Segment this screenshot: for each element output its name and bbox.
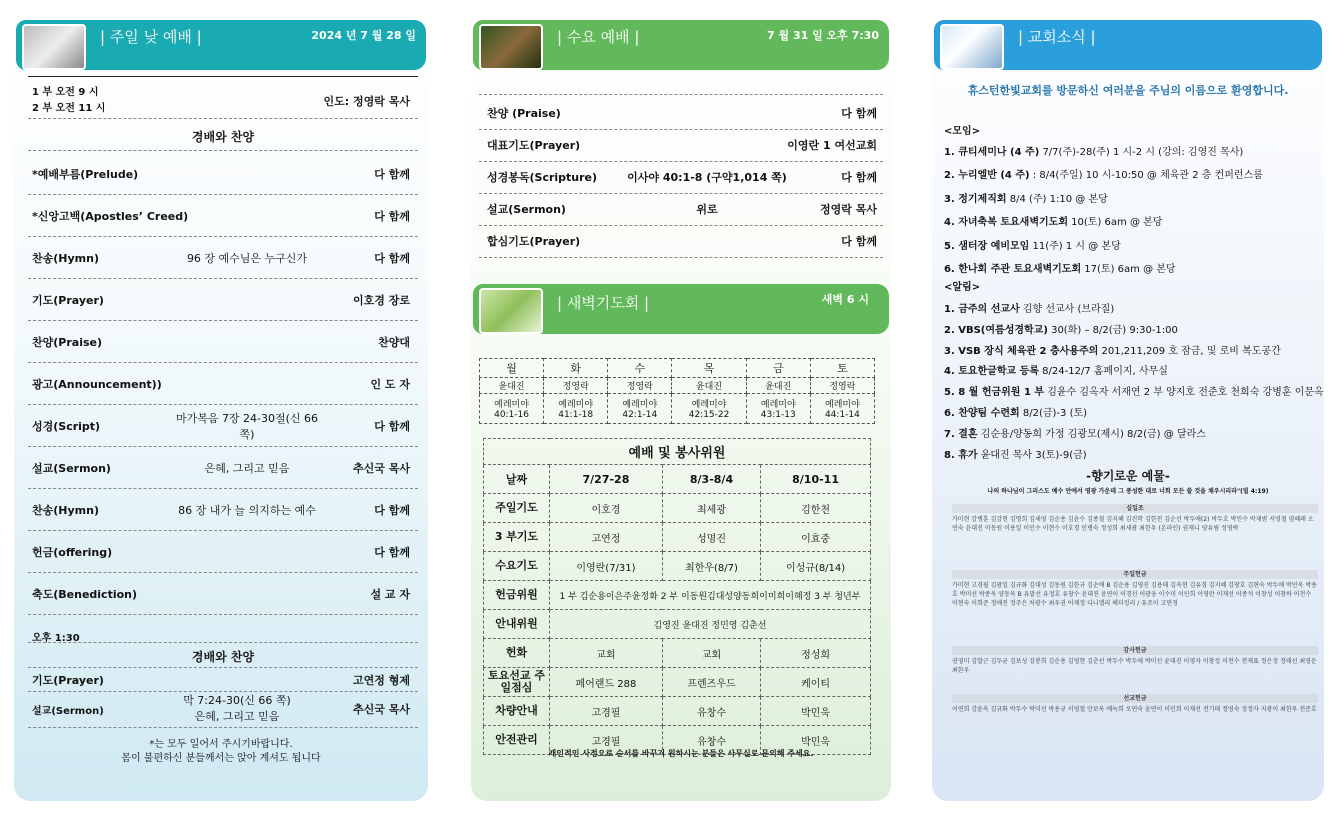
meeting-item: 5. 샘터장 예비모임 11(주) 1 시 @ 본당 (944, 240, 1121, 252)
dawn-table (479, 358, 875, 424)
service-2: 2 부 오전 11 시 (32, 103, 106, 114)
offering-list: 감사헌금 권영미 김말근 김두균 김보성 김봉희 김순용 김영현 김춘선 박두수 박두애 박미선 윤대진 이영자 이창성 이천수 전재표 정은정 정태선 최영운 최한우 (952, 647, 1317, 674)
notice-item: 7. 결혼 김순용/양동희 가정 김광모(제시) 8/2(금) @ 달라스 (944, 428, 1206, 440)
sunday-order-row: 찬양(Praise) 찬양대 (32, 336, 410, 349)
notice-item: 3. VSB 장식 체육관 2 층사용주의 201,211,209 호 잠금, 및 로비 복도공간 (944, 345, 1281, 357)
offering-list: 선교헌금 이연희 강윤옥 김규화 박두수 박미선 박용규 서영철 안보옥 예녹희 오연숙 윤연이 이인희 이재선 전기태 정영숙 정정자 지광이 최한우 전준호 (952, 695, 1317, 713)
sunday-order-row: 설교(Sermon) 은혜, 그리고 믿음 추신국 목사 (32, 462, 410, 475)
service-row: 3 부기도 고연정 성명진 이효중 (484, 523, 871, 552)
cross-photo-icon (22, 24, 86, 70)
sunday-order-row: 축도(Benediction) 설 교 자 (32, 588, 410, 601)
offering-list: 주일헌금 가미현 고경필 김광일 김규화 김대성 김동원 김한규 김순애 B 김순용 김영진 김용태 김옥현 김유경 김지혜 김창호 김현숙 박두애 박민욱 박용호 박미선 박종욱 양동욱 B 유말선 유정호 유창수 윤대진 윤연이 이경선 이광웅 이수미 이인희 이영란 이재선 이종석 이창성 이창하 이천수 이현숙 이희준 정애진 정주은 차광수 최우권 어제정 다니엘리 헤더킹리 / 유조이 고연정 (952, 571, 1317, 607)
sunday-order-row: 찬송(Hymn) 96 장 예수님은 누구신가 다 함께 (32, 252, 410, 265)
dawn-cell: 토 (810, 359, 874, 378)
sunday-order-row: 헌금(offering) 다 함께 (32, 546, 410, 559)
meeting-item: 2. 누리엘반 (4 주) : 8/4(주일) 10 시-10:50 @ 체육관 2 층 컨퍼런스룸 (944, 170, 1263, 182)
dawn-ref-cell: 예레미야 43:1-13 (746, 394, 810, 424)
dawn-cell: 수 (608, 359, 672, 378)
dawn-cell: 목 (672, 359, 746, 378)
wednesday-title: | 수요 예배 | (557, 28, 640, 46)
sunday-panel (14, 16, 428, 801)
meeting-item: 4. 자녀축복 토요새벽기도회 10(토) 6am @ 본당 (944, 217, 1163, 229)
service-note: 개인적인 사정으로 순서를 바꾸기 원하시는 분들은 사무실로 문의해 주세요. (548, 749, 814, 758)
dawn-cell: 정영락 (810, 378, 874, 394)
sunday-order-row: *신앙고백(Apostles’ Creed) 다 함께 (32, 210, 410, 223)
wooden-cross-icon (479, 24, 543, 70)
date-header: 날짜 (484, 465, 550, 494)
news-panel (932, 16, 1324, 801)
wednesday-order-row: 설교(Sermon) 위로 정영락 목사 (487, 203, 877, 216)
wednesday-panel (471, 16, 891, 801)
pm-sermon-row: 설교(Sermon) 막 7:24-30(신 66 쪽) 은혜, 그리고 믿음 추신국 목사 (32, 694, 410, 723)
notice-item: 2. VBS(여름성경학교) 30(화) – 8/2(금) 9:30-1:00 (944, 324, 1178, 336)
dawn-cell: 윤대진 (746, 378, 810, 394)
meeting-item: 6. 한나회 주관 토요새벽기도회 17(토) 6am @ 본당 (944, 264, 1176, 275)
dawn-cell: 정영락 (608, 378, 672, 394)
meeting-item: 3. 정기제직회 8/4 (주) 1:10 @ 본당 (944, 193, 1108, 205)
leader: 인도: 정영락 목사 (323, 95, 410, 108)
notice-item: 5. 8 월 헌금위원 1 부 김윤수 김옥자 서재연 2 부 양지호 전준호 천희숙 강병훈 이문옥 (944, 387, 1324, 399)
sunday-order-row: *예배부름(Prelude) 다 함께 (32, 168, 410, 181)
service-1: 1 부 오전 9 시 (32, 87, 99, 98)
notice-heading: <알림> (944, 282, 981, 293)
news-header (934, 20, 1322, 70)
dawn-cell: 정영락 (544, 378, 608, 394)
sunday-header (16, 20, 426, 70)
notice-item: 4. 토요한글학교 등록 8/24-12/7 홈페이지, 사무실 (944, 366, 1168, 378)
dawn-header (473, 284, 889, 334)
sunday-title: | 주일 낮 예배 | (100, 28, 202, 46)
dawn-ref-cell: 예레미야 41:1-18 (544, 394, 608, 424)
dawn-ref-cell: 예레미야 40:1-16 (480, 394, 544, 424)
sunday-order-row: 찬송(Hymn) 86 장 내가 늘 의지하는 예수 다 함께 (32, 504, 410, 517)
service-row: 차량안내 고경필 유창수 박민욱 (484, 697, 871, 726)
verse: 나의 하나님이 그리스도 예수 안에서 영광 가운데 그 풍성한 대로 너희 모든 쓸 것을 채우시리라"(빌 4:19) (987, 488, 1269, 495)
dawn-title: | 새벽기도회 | (557, 294, 650, 312)
sunday-order-row: 기도(Prayer) 이호경 장로 (32, 294, 410, 307)
service-row: 헌금위원 1 부 김순용이은주윤정화 2 부 이동원김대성양동희이미희이혜정 3 부 청년부 (484, 581, 871, 610)
meet-heading: <모임> (944, 126, 981, 137)
candle-icon (479, 288, 543, 334)
notice-item: 1. 금주의 선교사 김향 선교사 (브라질) (944, 304, 1115, 315)
service-row: 안전관리 고경필 유창수 박민욱 (484, 726, 871, 755)
service-row: 주일기도 이호경 최세광 김한천 (484, 494, 871, 523)
news-title: | 교회소식 | (1018, 28, 1096, 46)
wednesday-order-row: 성경봉독(Scripture) 이사야 40:1-8 (구약1,014 쪽) 다 함께 (487, 171, 877, 184)
service-row: 헌화 교회 교회 정성희 (484, 639, 871, 668)
service-row: 안내위원 김영진 윤대진 정민영 김춘선 (484, 610, 871, 639)
dawn-cell: 월 (480, 359, 544, 378)
service-row: 수요기도 이영란(7/31) 최한우(8/7) 이성규(8/14) (484, 552, 871, 581)
date-col: 7/27-28 (550, 465, 663, 494)
pm-time: 오후 1:30 (32, 633, 80, 644)
service-table (483, 438, 871, 755)
dawn-cell: 윤대진 (672, 378, 746, 394)
welcome: 휴스턴한빛교회를 방문하신 여러분을 주님의 이름으로 환영합니다. (967, 84, 1289, 97)
pm-section: 경배와 찬양 (191, 650, 255, 664)
dawn-time: 새벽 6 시 (821, 293, 869, 306)
section-title: 경배와 찬양 (191, 130, 255, 144)
meeting-item: 1. 큐티세미나 (4 주) 7/7(주)-28(주) 1 시-2 시 (강의: 김영진 목사) (944, 147, 1244, 158)
dawn-cell: 화 (544, 359, 608, 378)
wednesday-order-row: 찬양 (Praise) 다 함께 (487, 107, 877, 120)
dawn-cell: 윤대진 (480, 378, 544, 394)
sunday-order-row: 광고(Announcement)) 인 도 자 (32, 378, 410, 391)
notice-item: 8. 휴가 윤대진 목사 3(토)-9(금) (944, 449, 1087, 461)
sunday-order-row: 성경(Script) 마가복음 7장 24-30절(신 66쪽) 다 함께 (32, 412, 410, 441)
wednesday-order-row: 합심기도(Prayer) 다 함께 (487, 235, 877, 248)
service-title: 예배 및 봉사위원 (484, 439, 871, 465)
offering-title: -향기로운 예물- (1086, 469, 1170, 483)
footnote: *는 모두 일어서 주시기바랍니다. 몸이 불편하신 분들께서는 앉아 계셔도 됩니다 (121, 739, 321, 764)
offering-list: 십일조 가미현 강병훈 김강현 김명희 김세영 김순용 김윤수 김종철 김지혜 김진학 김한천 김순선 박두애(2) 박두호 박민수 박재범 서영철 염혜래 오연숙 윤대진 이동원 이용일 이인수 이현수 이호경 인병숙 정성희 최세광 최한우 (온라인) 권재니 양유림 정영락 (952, 502, 1318, 533)
wednesday-header (473, 20, 889, 70)
date-col: 8/10-11 (761, 465, 871, 494)
pm-prayer-row: 기도(Prayer) 고연정 형제 (32, 674, 410, 687)
service-row: 토요선교 주일점심 페어랜드 288 프렌즈우드 케이티 (484, 668, 871, 697)
dawn-ref-cell: 예레미야 42:1-14 (608, 394, 672, 424)
wednesday-order-row: 대표기도(Prayer) 이영란 1 여선교회 (487, 139, 877, 152)
date-col: 8/3-8/4 (662, 465, 760, 494)
wednesday-date: 7 월 31 일 오후 7:30 (767, 29, 879, 42)
dawn-ref-cell: 예레미야 44:1-14 (810, 394, 874, 424)
flower-icon (940, 24, 1004, 70)
dawn-ref-cell: 예레미야 42:15-22 (672, 394, 746, 424)
notice-item: 6. 찬양팀 수련회 8/2(금)-3 (토) (944, 408, 1088, 419)
sunday-date: 2024 년 7 월 28 일 (311, 29, 416, 42)
dawn-cell: 금 (746, 359, 810, 378)
